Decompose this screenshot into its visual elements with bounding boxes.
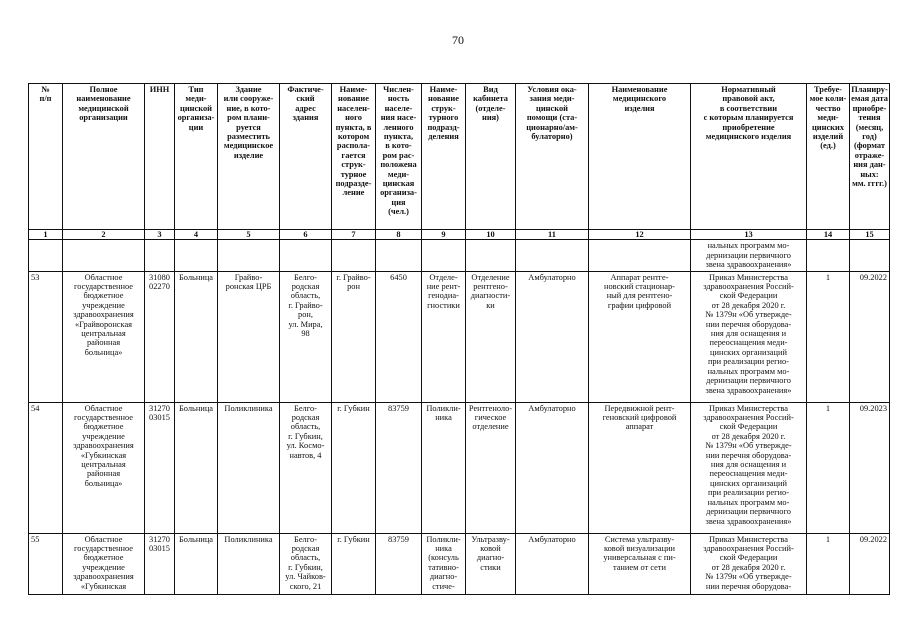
unit: Поликли- ника (консуль тативно- диагно- стиче- — [422, 533, 466, 594]
equipment-table-wrapper — [28, 83, 890, 595]
header-cell: ИНН — [145, 84, 175, 230]
header-cell: Числен- ность населе- ния насе- ленного пункта, в кото- ром рас- положена меди- цинская организа- ция (чел.) — [376, 84, 422, 230]
building: Грайво- ронская ЦРБ — [218, 271, 280, 402]
device: Передвижной рент- геновский цифровой аппарат — [589, 402, 691, 533]
table-row — [29, 533, 890, 594]
cabinet: Отделение рентгено- диагности- ки — [466, 271, 516, 402]
column-number: 2 — [63, 230, 145, 240]
population: 83759 — [376, 533, 422, 594]
column-number: 4 — [175, 230, 218, 240]
header-cell: Фактиче- ский адрес здания — [280, 84, 332, 230]
table-row — [29, 402, 890, 533]
column-number: 14 — [807, 230, 850, 240]
address: Белго- родская область, г. Грайво- рон, ул. Мира, 98 — [280, 271, 332, 402]
column-number: 6 — [280, 230, 332, 240]
conditions: Амбулаторно — [516, 271, 589, 402]
column-number: 12 — [589, 230, 691, 240]
column-number: 3 — [145, 230, 175, 240]
header-cell: Вид кабинета (отделе- ния) — [466, 84, 516, 230]
org-type: Больница — [175, 271, 218, 402]
continuation-cell: нальных программ мо- дернизации первичного звена здравоохранения» — [691, 240, 807, 271]
header-cell: Планиру- емая дата приобре- тения (месяц, год) (формат отраже- ния дан- ных: мм. гггг.) — [850, 84, 890, 230]
column-number: 1 — [29, 230, 63, 240]
continuation-row — [29, 240, 890, 271]
locality: г. Губкин — [332, 533, 376, 594]
column-number: 13 — [691, 230, 807, 240]
population: 6450 — [376, 271, 422, 402]
quantity: 1 — [807, 271, 850, 402]
header-cell: Требуе- мое коли- чество меди- цинских изделий (ед.) — [807, 84, 850, 230]
header-row — [29, 84, 890, 230]
legal-act: Приказ Министерства здравоохранения Россий- ской Федерации от 28 декабря 2020 г. № 1379н «Об утвержде- нии перечня оборудова- ния для оснащения и переоснащения меди- цинских организаций при реализации регио- нальных программ мо- дернизации первичного звена здравоохранения» — [691, 402, 807, 533]
page-number: 70 — [452, 33, 464, 47]
header-cell: Условия ока- зания меди- цинской помощи (ста- ционарно/ам- булаторно) — [516, 84, 589, 230]
header-cell: Наиме- нование струк- турного подразд- деления — [422, 84, 466, 230]
column-number-row — [29, 230, 890, 240]
header-cell: Наименование медицинского изделия — [589, 84, 691, 230]
header-cell: Здание или сооруже- ние, в кото- ром плани- руется разместить медицинское изделие — [218, 84, 280, 230]
inn: 31270 03015 — [145, 402, 175, 533]
quantity: 1 — [807, 533, 850, 594]
legal-act: Приказ Министерства здравоохранения Россий- ской Федерации от 28 декабря 2020 г. № 1379н «Об утвержде- нии перечня оборудова- — [691, 533, 807, 594]
org-name: Областное государственное бюджетное учреждение здравоохранения «Грайворонская центральная районная больница» — [63, 271, 145, 402]
cabinet: Рентгеноло- гическое отделение — [466, 402, 516, 533]
device: Система ультразву- ковой визуализации универсальная с пи- танием от сети — [589, 533, 691, 594]
column-number: 8 — [376, 230, 422, 240]
conditions: Амбулаторно — [516, 533, 589, 594]
building: Поликлиника — [218, 402, 280, 533]
header-cell: Полное наименование медицинской организации — [63, 84, 145, 230]
column-number: 10 — [466, 230, 516, 240]
org-name: Областное государственное бюджетное учреждение здравоохранения «Губкинская — [63, 533, 145, 594]
row-number: 54 — [29, 402, 63, 533]
org-type: Больница — [175, 402, 218, 533]
address: Белго- родская область, г. Губкин, ул. Космо- навтов, 4 — [280, 402, 332, 533]
header-cell: Тип меди- цинской организа- ции — [175, 84, 218, 230]
table-row — [29, 271, 890, 402]
unit: Поликли- ника — [422, 402, 466, 533]
planned-date: 09.2022 — [850, 271, 890, 402]
inn: 31080 02270 — [145, 271, 175, 402]
header-cell: Наиме- нование населен- ного пункта, в котором распола- гается струк- турное подразде- ление — [332, 84, 376, 230]
legal-act: Приказ Министерства здравоохранения Россий- ской Федерации от 28 декабря 2020 г. № 1379н «Об утвержде- нии перечня оборудова- ния для оснащения и переоснащения меди- цинских организаций при реализации регио- нальных программ мо- дернизации первичного звена здравоохранения» — [691, 271, 807, 402]
row-number: 53 — [29, 271, 63, 402]
header-cell: Нормативный правовой акт, в соответствии с которым планируется приобретение медицинского изделия — [691, 84, 807, 230]
org-name: Областное государственное бюджетное учреждение здравоохранения «Губкинская центральная районная больница» — [63, 402, 145, 533]
device: Аппарат рентге- новский стационар- ный для рентгено- графии цифровой — [589, 271, 691, 402]
quantity: 1 — [807, 402, 850, 533]
column-number: 7 — [332, 230, 376, 240]
org-type: Больница — [175, 533, 218, 594]
building: Поликлиника — [218, 533, 280, 594]
address: Белго- родская область, г. Губкин, ул. Чайков- ского, 21 — [280, 533, 332, 594]
column-number: 15 — [850, 230, 890, 240]
unit: Отделе- ние рент- генодиа- гностики — [422, 271, 466, 402]
population: 83759 — [376, 402, 422, 533]
header-cell: № п/п — [29, 84, 63, 230]
equipment-table — [28, 83, 890, 595]
cabinet: Ультразву- ковой диагно- стики — [466, 533, 516, 594]
column-number: 11 — [516, 230, 589, 240]
planned-date: 09.2023 — [850, 402, 890, 533]
locality: г. Губкин — [332, 402, 376, 533]
conditions: Амбулаторно — [516, 402, 589, 533]
planned-date: 09.2022 — [850, 533, 890, 594]
column-number: 5 — [218, 230, 280, 240]
locality: г. Грайво- рон — [332, 271, 376, 402]
inn: 31270 03015 — [145, 533, 175, 594]
row-number: 55 — [29, 533, 63, 594]
column-number: 9 — [422, 230, 466, 240]
